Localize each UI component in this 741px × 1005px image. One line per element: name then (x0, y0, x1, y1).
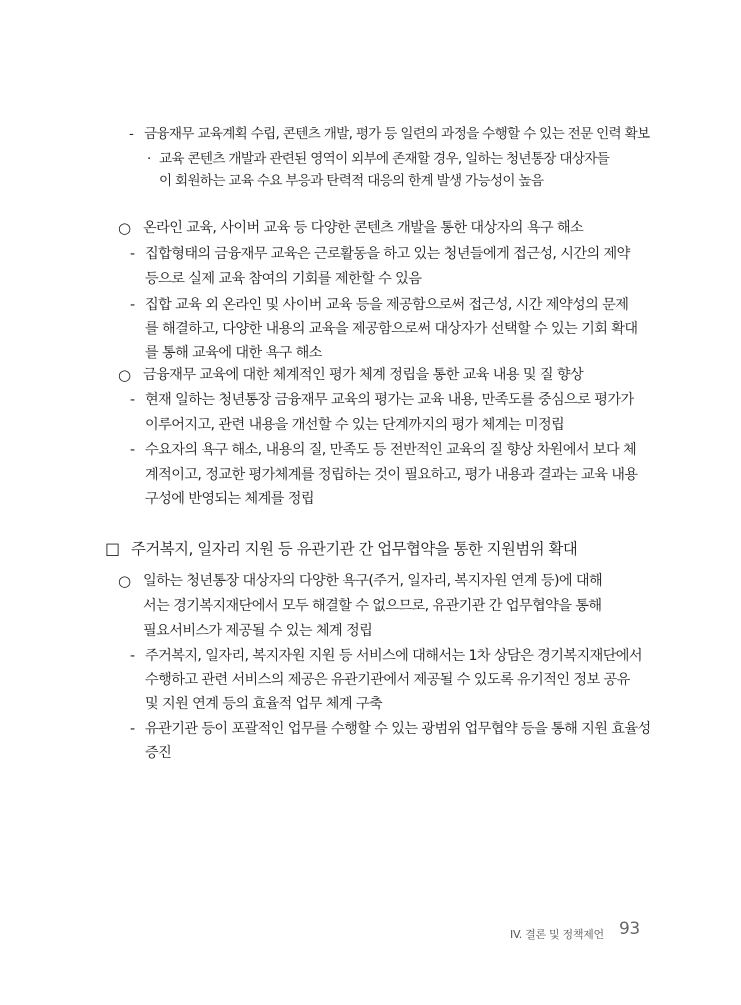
line-text: 온라인 교육, 사이버 교육 등 다양한 콘텐츠 개발을 통한 대상자의 욕구 해소 (143, 220, 584, 236)
line-text: 일하는 청년통장 대상자의 다양한 욕구(주거, 일자리, 복지자원 연계 등)에 대해 (143, 573, 603, 589)
dash-marker: - (130, 721, 135, 737)
line-text: 집합 교육 외 온라인 및 사이버 교육 등을 제공함으로써 접근성, 시간 제약성의 문제 (145, 297, 629, 313)
square-marker: □ (105, 539, 120, 558)
page-number: 93 (619, 919, 640, 939)
line-text: 금융재무 교육계획 수립, 콘텐츠 개발, 평가 등 일련의 과정을 수행할 수 있는 전문 인력 확보 (144, 126, 650, 142)
line-text: 금융재무 교육에 대한 체계적인 평가 체계 정립을 통한 교육 내용 및 질 향상 (143, 367, 584, 383)
line-text: 증진 (145, 745, 172, 761)
circle-marker: ○ (118, 366, 131, 384)
dot-marker: · (147, 151, 151, 167)
line-text: 수행하고 관련 서비스의 제공은 유관기관에서 제공될 수 있도록 유기적인 정보 공유 (145, 672, 630, 688)
dash-marker: - (129, 126, 134, 142)
circle-marker: ○ (118, 219, 131, 237)
line-text: 집합형태의 금융재무 교육은 근로활동을 하고 있는 청년들에게 접근성, 시간의 제약 (145, 246, 630, 262)
line-text: 구성에 반영되는 체계를 정립 (145, 491, 314, 507)
dash-marker: - (130, 648, 135, 664)
line-text: 교육 콘텐츠 개발과 관련된 영역이 외부에 존재할 경우, 일하는 청년통장 대상자들 (159, 151, 610, 167)
line-text: 현재 일하는 청년통장 금융재무 교육의 평가는 교육 내용, 만족도를 중심으로 평가가 (145, 392, 634, 408)
circle-marker: ○ (118, 572, 131, 590)
line-text: 이 회원하는 교육 수요 부응과 탄력적 대응의 한계 발생 가능성이 높음 (159, 173, 544, 189)
dash-marker: - (130, 297, 135, 313)
line-text: 를 해결하고, 다양한 내용의 교육을 제공함으로써 대상자가 선택할 수 있는 기회 확대 (145, 321, 638, 337)
footer-section-title: IV. 결론 및 정책제언 (510, 928, 604, 941)
line-text: 를 통해 교육에 대한 욕구 해소 (145, 345, 322, 361)
line-text: 및 지원 연계 등의 효율적 업무 체계 구축 (145, 696, 383, 712)
dash-marker: - (130, 246, 135, 262)
heading-text: 주거복지, 일자리 지원 등 유관기관 간 업무협약을 통한 지원범위 확대 (131, 540, 578, 558)
line-text: 이루어지고, 관련 내용을 개선할 수 있는 단계까지의 평가 체계는 미정립 (145, 417, 565, 433)
line-text: 서는 경기복지재단에서 모두 해결할 수 없으므로, 유관기관 간 업무협약을 통해 (143, 598, 602, 614)
line-text: 주거복지, 일자리, 복지자원 지원 등 서비스에 대해서는 1차 상담은 경기복지재단에서 (145, 648, 643, 664)
line-text: 수요자의 욕구 해소, 내용의 질, 만족도 등 전반적인 교육의 질 향상 차원에서 보다 체 (145, 442, 637, 458)
line-text: 필요서비스가 제공될 수 있는 체계 정립 (143, 623, 373, 639)
dash-marker: - (130, 392, 135, 408)
line-text: 등으로 실제 교육 참여의 기회를 제한할 수 있음 (145, 271, 422, 287)
dash-marker: - (130, 442, 135, 458)
line-text: 유관기관 등이 포괄적인 업무를 수행할 수 있는 광범위 업무협약 등을 통해 지원 효율성 (145, 721, 651, 737)
line-text: 계적이고, 정교한 평가체계를 정립하는 것이 필요하고, 평가 내용과 결과는 교육 내용 (145, 467, 638, 483)
